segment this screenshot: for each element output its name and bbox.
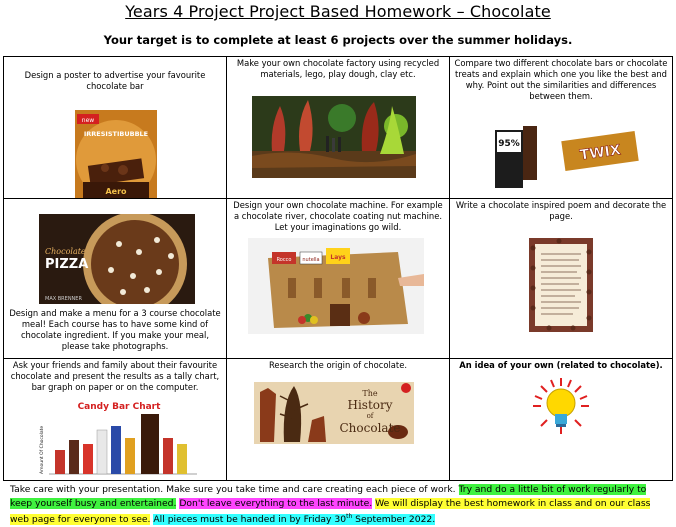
project-text: Research the origin of chocolate. <box>268 360 408 370</box>
chocolate-poem-image <box>529 238 593 332</box>
project-cell-research <box>227 359 450 481</box>
project-text: Design your own chocolate machine. For example a chocolate river, chocolate coating nut machine. Let your imaginations go wild. <box>233 200 443 232</box>
footer-text-1: Take care with your presentation. Make sure you take time and care creating each piece of work. <box>10 484 459 495</box>
chart-ylabel: Amount Of Chocolate <box>40 425 45 474</box>
project-grid <box>3 56 673 481</box>
bar2-label: TWIX <box>578 142 622 164</box>
project-cell-poster <box>4 57 227 199</box>
chocolate-factory-image <box>252 96 416 178</box>
pizza-label-2: PIZZA <box>45 257 89 272</box>
project-cell-machine <box>227 199 450 359</box>
machine-brand-3: Lays <box>330 254 346 261</box>
project-cell-factory <box>227 57 450 199</box>
project-cell-survey <box>4 359 227 481</box>
machine-brand-2: nutella <box>302 257 320 263</box>
project-cell-own-idea <box>450 359 673 481</box>
deadline-text-end: September 2022. <box>352 514 436 526</box>
history-title-2: History <box>347 398 393 412</box>
poster-brand: Aero <box>105 187 127 196</box>
history-title-4: Chocolate <box>339 421 401 435</box>
chart-title: Candy Bar Chart <box>77 402 161 412</box>
badge-text: new <box>81 117 95 124</box>
footer-highlight-green: Try and do a little bit of work regularly to keep yourself busy and entertained. <box>10 484 647 509</box>
project-text: Ask your friends and family about their favourite chocolate and present the results as a tally chart, bar graph on paper or on the computer. <box>10 360 220 392</box>
chocolate-bars-image <box>491 124 643 190</box>
project-text: Write a chocolate inspired poem and decorate the page. <box>455 200 667 221</box>
deadline-text: All pieces must be handed in by Friday 30 <box>153 514 347 526</box>
project-text: An idea of your own (related to chocolate). <box>459 360 663 370</box>
aero-poster-image <box>75 110 157 199</box>
footer-highlight-yellow: We will display the best homework in class and on our class web page for everyone to see. <box>10 497 651 526</box>
project-text: Make your own chocolate factory using recycled materials, lego, play dough, clay etc. <box>236 58 440 79</box>
footer-highlight-magenta: Don't leave everything to the last minute. <box>179 497 373 509</box>
chocolate-machine-image <box>248 238 424 334</box>
history-title-3: of <box>366 412 374 420</box>
machine-brand-1: Rocco <box>276 257 292 263</box>
footer-instructions <box>10 483 670 527</box>
lightbulb-icon <box>531 376 591 436</box>
project-cell-menu <box>4 199 227 359</box>
footer-highlight-cyan <box>153 514 435 525</box>
page-title: Years 4 Project Project Based Homework – Chocolate <box>125 2 551 21</box>
project-text: Design a poster to advertise your favourite chocolate bar <box>24 70 206 91</box>
bar1-label: 95% <box>498 139 520 149</box>
project-text: Compare two different chocolate bars or chocolate treats and explain which one you like the best and why. Point out the similarities and differences between them. <box>454 58 668 101</box>
project-cell-poem <box>450 199 673 359</box>
history-title-1: The <box>362 389 378 398</box>
poster-label: IRRESISTIBUBBLE <box>83 130 149 138</box>
history-of-chocolate-image <box>254 382 414 444</box>
deadline-suffix: th <box>346 513 353 520</box>
target-statement: Your target is to complete at least 6 projects over the summer holidays. <box>103 33 573 47</box>
project-cell-compare <box>450 57 673 199</box>
chocolate-pizza-image <box>39 214 195 304</box>
pizza-label-1: Chocolate <box>45 247 86 256</box>
project-text: Design and make a menu for a 3 course chocolate meal! Each course has to have some kind of chocolate ingredient. If you make your meal, please take photographs. <box>9 308 221 351</box>
candy-bar-chart-image <box>37 400 201 478</box>
pizza-label-3: MAX BRENNER <box>45 296 82 302</box>
